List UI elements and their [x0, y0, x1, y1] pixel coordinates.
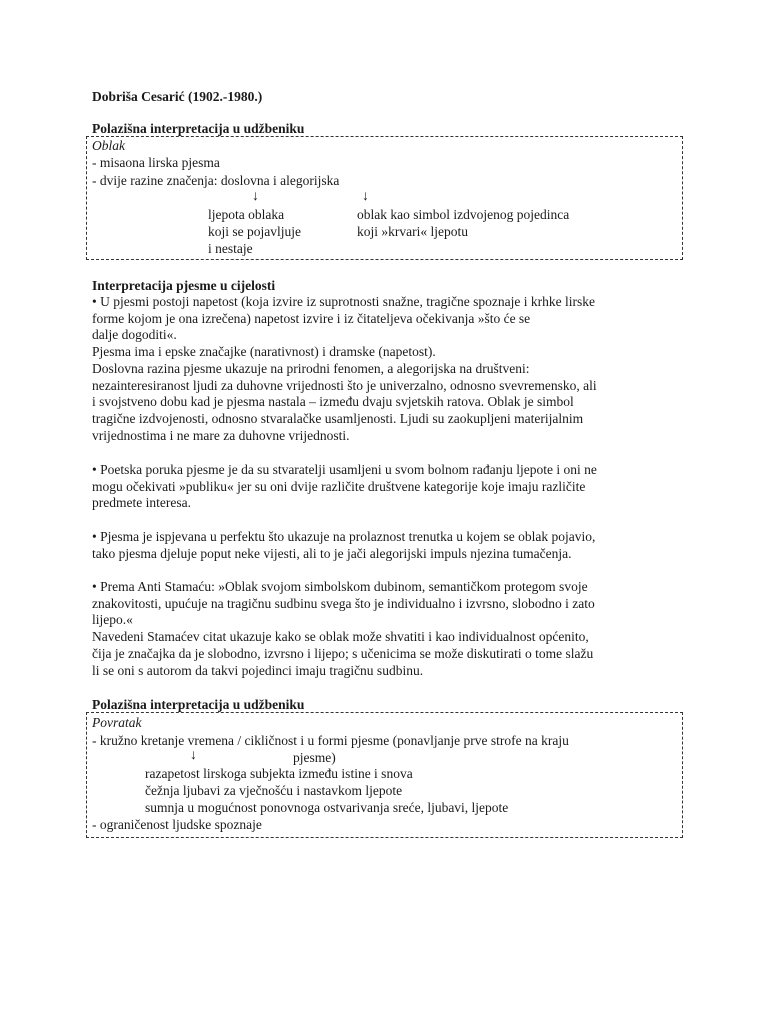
paragraph-line: mogu očekivati »publiku« jer su oni dvije različite društvene kategorije koje imaju različite [92, 478, 586, 494]
paragraph-line: • Prema Anti Stamaću: »Oblak svojom simbolskom dubinom, semantičkom protegom svoje [92, 579, 588, 594]
povratak-sub-2: čežnja ljubavi za vječnošću i nastavkom ljepote [145, 783, 403, 798]
povratak-sub-1: razapetost lirskoga subjekta između istine i snova [145, 766, 413, 781]
paragraph-line: • Poetska poruka pjesme je da su stvaratelji usamljeni u svom bolnom rađanju ljepote i oni ne [92, 462, 597, 477]
paragraph-line: Navedeni Stamaćev citat ukazuje kako se oblak može shvatiti i kao individualnost općenito, [92, 629, 589, 645]
paragraph-line: znakovitosti, upućuje na tragičnu sudbinu svega što je individualno i izvrsno, slobodno i zato [92, 595, 595, 611]
section3-heading: Polazišna interpretacija u udžbeniku [92, 697, 305, 712]
povratak-line-1: - kružno kretanje vremena / cikličnost i u formi pjesme (ponavljanje prve strofe na kraju [92, 733, 569, 748]
paragraph-line: forme kojom je ona izrečena) napetost izvire i iz čitateljeva očekivanja »što će se [92, 310, 531, 326]
paragraph-line: lijepo.« [92, 612, 133, 628]
arrow-down-icon: ↓ [362, 189, 369, 204]
arrow-down-icon: ↓ [252, 189, 259, 204]
paragraph-line: tako pjesma djeluje poput neke vijesti, ali to je jači alegorijski impuls njezina tumačenja. [92, 545, 572, 561]
section2-heading: Interpretacija pjesme u cijelosti [92, 278, 276, 293]
paragraph-2 [92, 462, 682, 512]
paragraph-line: Pjesma ima i epske značajke (narativnost) i dramske (napetost). [92, 344, 436, 360]
povratak-line-1b: pjesme) [293, 750, 336, 765]
paragraph-line: čija je značajka da je slobodno, izvrsno i lijepo; s učenicima se može diskutirati o tome slažu [92, 645, 594, 661]
right-col-line-2: koji »krvari« ljepotu [357, 224, 468, 239]
paragraph-1 [92, 294, 682, 444]
povratak-sub-3: sumnja u mogućnost ponovnoga ostvarivanja sreće, ljubavi, ljepote [145, 800, 509, 815]
paragraph-line: Doslovna razina pjesme ukazuje na prirodni fenomen, a alegorijska na društveni: [92, 360, 530, 376]
paragraph-line: nezainteresiranost ljudi za duhovne vrijednosti što je univerzalno, odnosno svevremensko, ali [92, 377, 597, 393]
paragraph-line: vrijednostima i ne mare za duhovne vrijednosti. [92, 427, 350, 443]
povratak-last: - ograničenost ljudske spoznaje [92, 817, 262, 832]
paragraph-4 [92, 579, 682, 679]
oblak-line-2: - dvije razine značenja: doslovna i alegorijska [92, 173, 340, 188]
paragraph-line: predmete interesa. [92, 495, 191, 511]
paragraph-3 [92, 529, 682, 562]
paragraph-line: dalje dogoditi«. [92, 327, 177, 343]
author-title: Dobriša Cesarić (1902.-1980.) [92, 89, 263, 104]
paragraph-line: tragične izdvojenosti, odnosno stvaralačke usamljenosti. Ljudi su zaokupljeni materijalnim [92, 410, 584, 426]
arrow-down-icon: ↓ [190, 748, 197, 763]
left-col-line-1: ljepota oblaka [208, 207, 285, 222]
paragraph-line: li se oni s autorom da takvi pojedinci imaju tragičnu sudbinu. [92, 662, 424, 678]
oblak-line-1: - misaona lirska pjesma [92, 155, 220, 170]
section1-heading: Polazišna interpretacija u udžbeniku [92, 121, 305, 136]
oblak-title: Oblak [92, 138, 125, 153]
left-col-line-2: koji se pojavljuje [208, 224, 301, 239]
paragraph-line: • Pjesma je ispjevana u perfektu što ukazuje na prolaznost trenutka u kojem se oblak pojavio, [92, 529, 596, 544]
right-col-line-1: oblak kao simbol izdvojenog pojedinca [357, 207, 570, 222]
left-col-line-3: i nestaje [208, 241, 253, 256]
povratak-title: Povratak [92, 715, 142, 730]
paragraph-line: • U pjesmi postoji napetost (koja izvire iz suprotnosti snažne, tragične spoznaje i krhke lirske [92, 294, 595, 309]
paragraph-line: i svojstveno dobu kad je pjesma nastala – između dvaju svjetskih ratova. Oblak je simbol [92, 394, 574, 410]
